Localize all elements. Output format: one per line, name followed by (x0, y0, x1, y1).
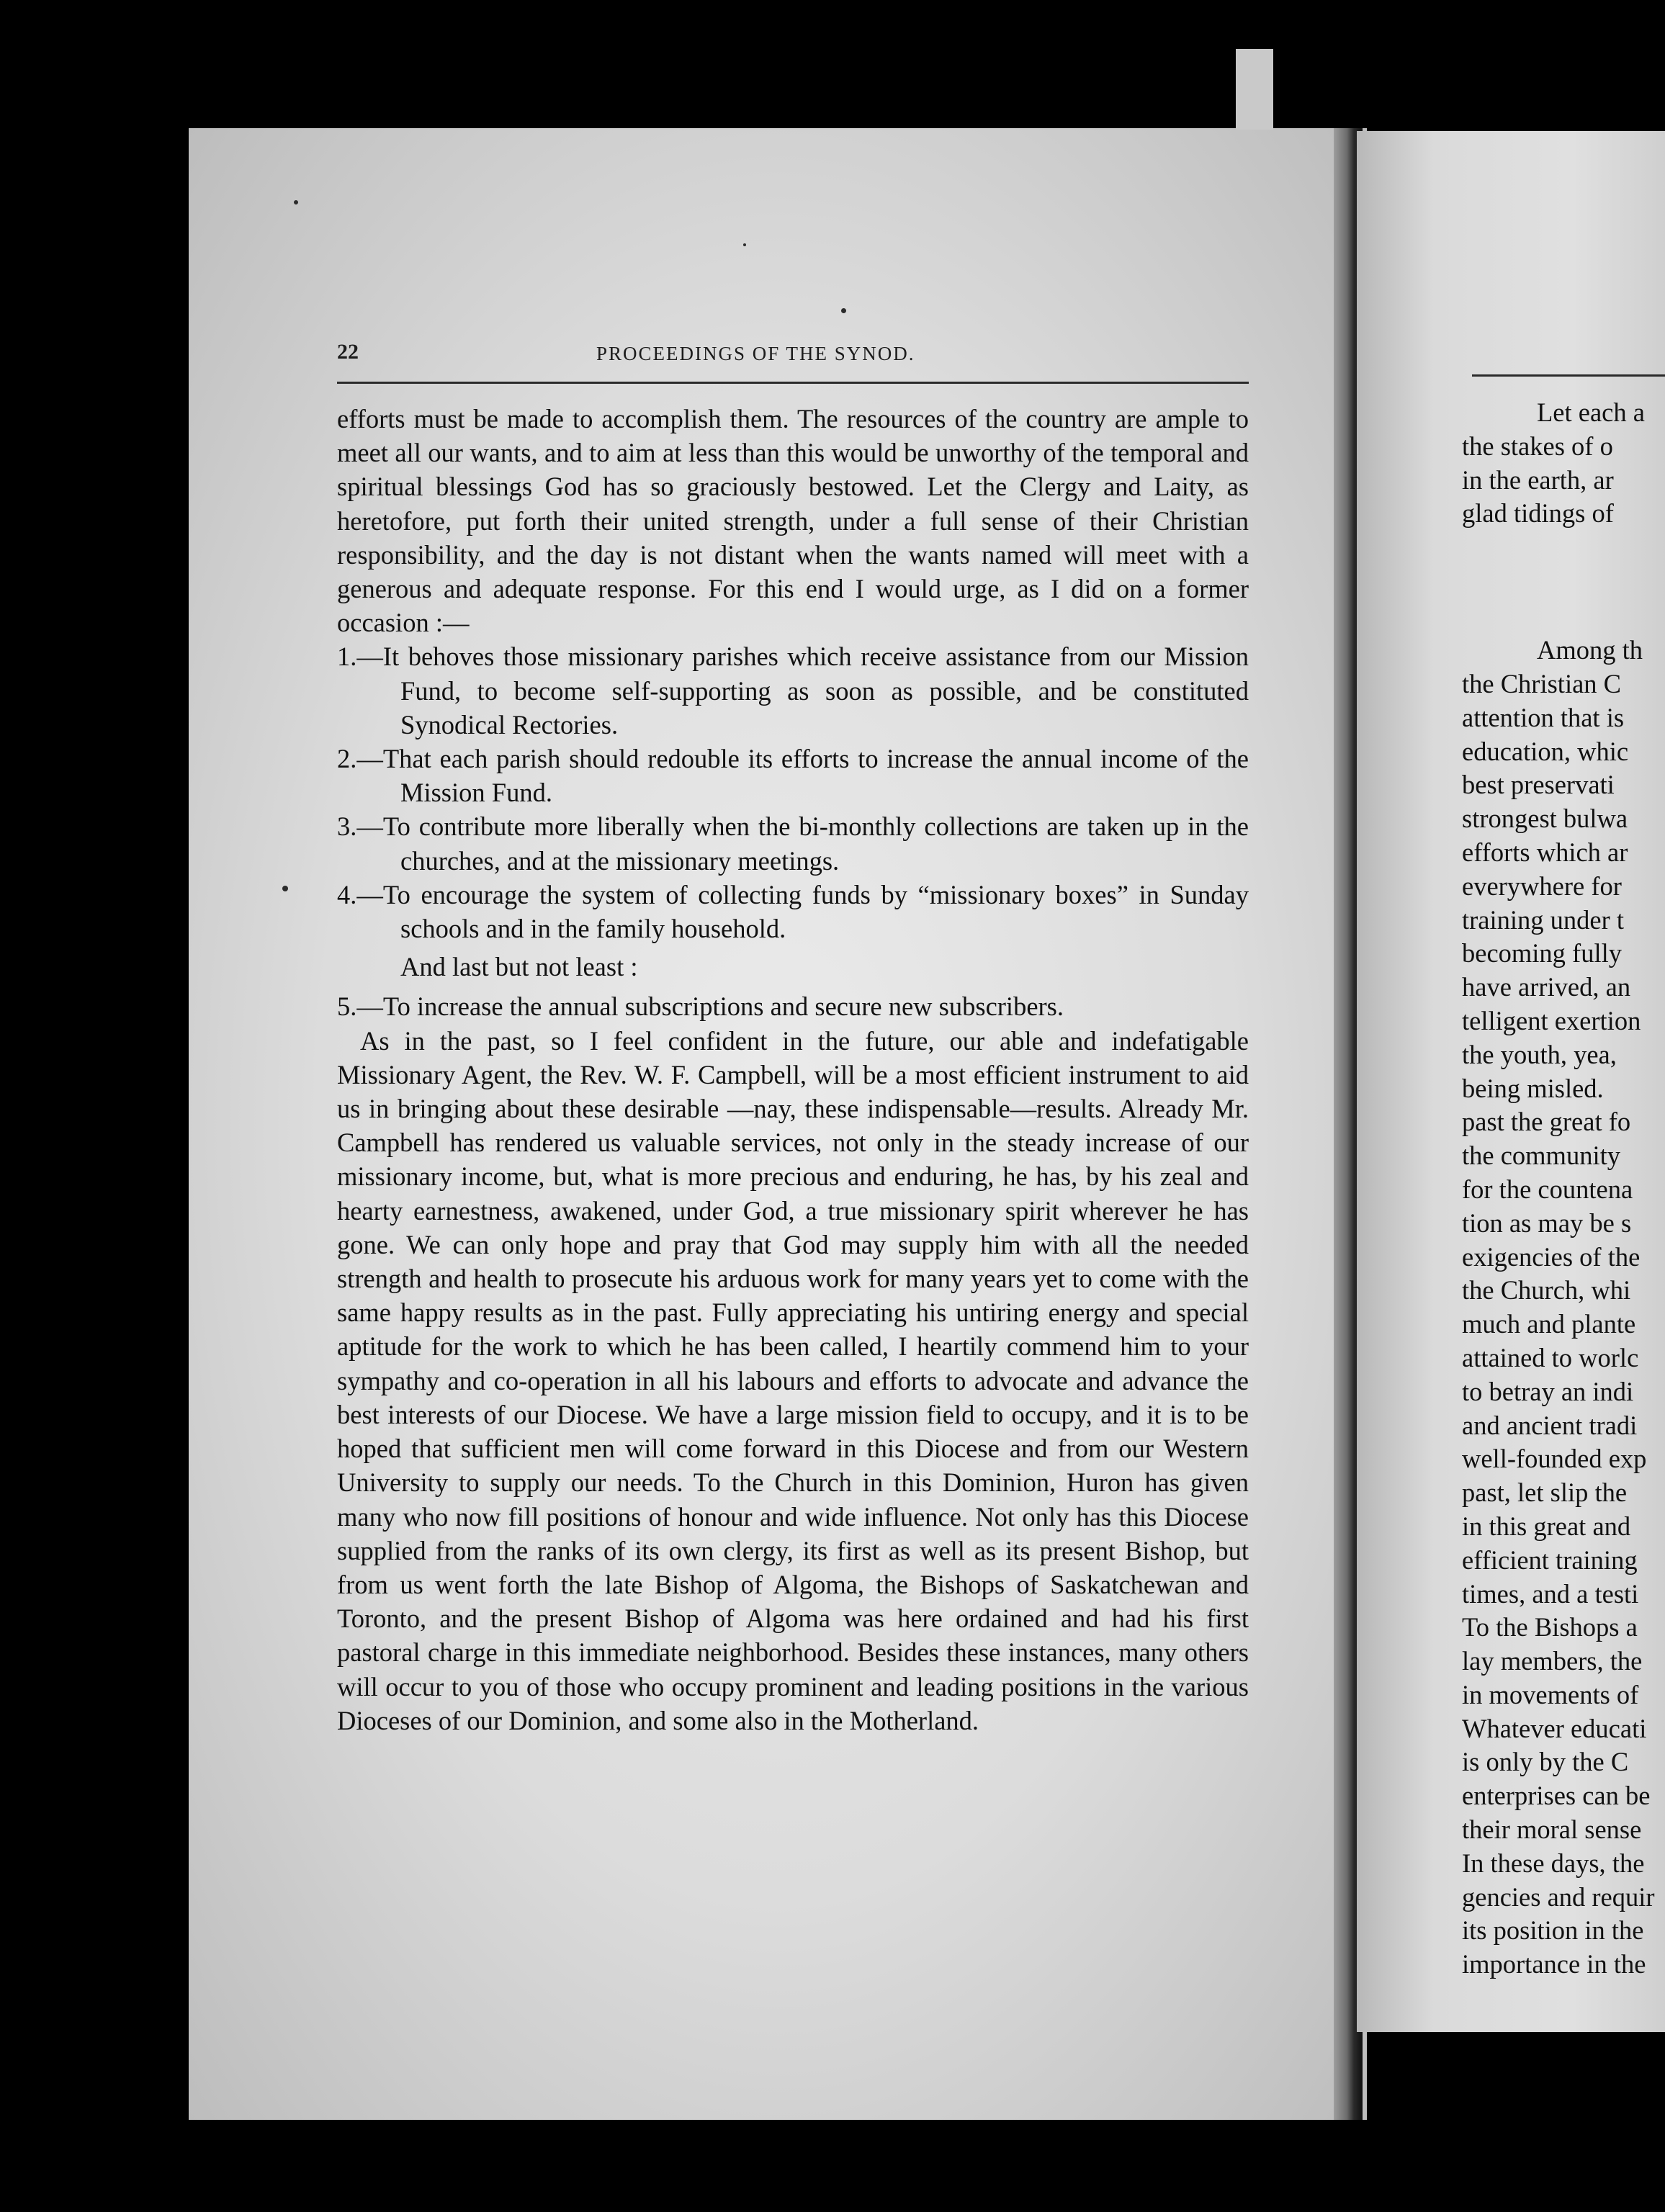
right-line: importance in the (1462, 1949, 1646, 1979)
running-head-title: PROCEEDINGS OF THE SYNOD. (596, 343, 915, 364)
right-line: times, and a testi (1462, 1578, 1639, 1609)
right-line: well-founded exp (1462, 1444, 1647, 1474)
right-header-rule (1472, 374, 1665, 377)
ink-speck (841, 308, 846, 313)
and-last-line: And last but not least : (400, 952, 638, 982)
right-line: past the great fo (1462, 1107, 1631, 1137)
right-line: efforts which ar (1462, 837, 1628, 867)
right-line: the community (1462, 1141, 1620, 1171)
right-line: and ancient tradi (1462, 1410, 1638, 1440)
right-line: To the Bishops a (1462, 1612, 1638, 1642)
right-line: efficient training (1462, 1545, 1638, 1575)
right-line: in movements of (1462, 1679, 1639, 1709)
right-line: much and plante (1462, 1309, 1636, 1339)
page-number: 22 (337, 340, 359, 364)
left-page-body (337, 402, 1249, 1737)
right-line: past, let slip the (1462, 1478, 1628, 1508)
right-line: everywhere for (1462, 871, 1622, 901)
right-line: Among th (1537, 635, 1643, 665)
right-line: have arrived, an (1462, 972, 1631, 1002)
right-line: in the earth, ar (1462, 464, 1614, 495)
right-line: their moral sense (1462, 1815, 1642, 1845)
right-line: education, whic (1462, 736, 1629, 766)
right-line: being misled. (1462, 1073, 1604, 1103)
right-line: its position in the (1462, 1915, 1644, 1946)
right-line: is only by the C (1462, 1747, 1629, 1777)
running-head (337, 340, 1249, 374)
right-line: glad tidings of (1462, 498, 1614, 529)
closing-paragraph: As in the past, so I feel confident in the future, our able and indefatigable Missionary Agent, the Rev. W. F. Campbell, will be a most efficient instrument to aid us in bringing about these desirable —nay, these indispensable—results. Already Mr. Campbell has rendered us valuable services, not only in the steady increase of our missionary income, but, what is more precious and enduring, he has, by his zeal and hearty earnestness, awakened, under God, a true missionary spirit wherever he has gone. We can only hope and pray that God may supply him with all the needed strength and health to prosecute his arduous work for many years yet to come with the same happy results as in the past. Fully appreciating his untiring energy and special aptitude for the work to which he has been called, I heartily commend him to your sympathy and co-operation in all his labours and efforts to advocate and advance the best interests of our Diocese. We have a large mission field to occupy, and it is to be hoped that sufficient men will come forward in this Diocese and from our Western University to supply our needs. To the Church in this Dominion, Huron has given many who now fill positions of honour and wide influence. Not only has this Diocese supplied from the ranks of its own clergy, its first as well as its present Bishop, but from us went forth the late Bishop of Algoma, the Bishops of Saskatchewan and Toronto, and the present Bishop of Algoma was here ordained and had his first pastoral charge in this immediate neighborhood. Besides these instances, many others will occur to you of those who occupy prominent and leading positions in the various Dioceses of our Dominion, and some also in the Motherland. (337, 1025, 1249, 1735)
right-line: attained to worlc (1462, 1342, 1639, 1372)
right-line: the Church, whi (1462, 1275, 1631, 1305)
right-line: lay members, the (1462, 1646, 1643, 1676)
right-page-text (1462, 396, 1665, 1982)
right-line: In these days, the (1462, 1848, 1645, 1878)
right-line: becoming fully (1462, 938, 1622, 968)
right-line: in this great and (1462, 1511, 1631, 1541)
list-item-3: 3.—To contribute more liberally when the bi-monthly collections are taken up in the churches, and at the missionary meetings. (337, 811, 1249, 876)
right-line: exigencies of the (1462, 1241, 1641, 1272)
right-line: strongest bulwa (1462, 804, 1628, 834)
opening-paragraph: efforts must be made to accomplish them. The resources of the country are ample to meet all our wants, and to aim at less than this would be unworthy of the temporal and spiritual blessings God has so graciously bestowed. Let the Clergy and Laity, as heretofore, put forth their united strength, under a full sense of their Christian responsibility, and the day is not distant when the wants named will meet with a generous and adequate response. For this end I would urge, as I did on a former occasion :— (337, 404, 1249, 638)
right-line: training under t (1462, 904, 1625, 935)
list-item-5: 5.—To increase the annual subscriptions and secure new subscribers. (337, 992, 1064, 1022)
right-line: enterprises can be (1462, 1781, 1651, 1811)
ink-speck (282, 886, 288, 891)
right-line: for the countena (1462, 1174, 1633, 1204)
page-tab (1236, 49, 1273, 130)
right-line: gencies and requir (1462, 1881, 1655, 1912)
list-item-1: 1.—It behoves those missionary parishes which receive assistance from our Mission Fund, to become self-supporting as soon as possible, and be constituted Synodical Rectories. (337, 642, 1249, 739)
right-line: attention that is (1462, 702, 1625, 732)
right-line: the stakes of o (1462, 431, 1613, 461)
header-rule (337, 382, 1249, 384)
ink-speck (294, 200, 298, 204)
right-line: telligent exertion (1462, 1005, 1641, 1035)
right-line: tion as may be s (1462, 1208, 1632, 1238)
paragraph-gap (1462, 531, 1665, 634)
right-line: best preservati (1462, 770, 1615, 800)
right-line: Whatever educati (1462, 1713, 1647, 1743)
right-line: to betray an indi (1462, 1376, 1634, 1406)
list-item-4: 4.—To encourage the system of collecting funds by “missionary boxes” in Sunday schools and in the family household. (337, 879, 1249, 944)
list-item-2: 2.—That each parish should redouble its efforts to increase the annual income of the Mission Fund. (337, 744, 1249, 808)
right-line: the Christian C (1462, 668, 1622, 698)
right-line: the youth, yea, (1462, 1039, 1617, 1069)
ink-speck (743, 243, 746, 246)
right-line: Let each a (1537, 397, 1645, 427)
